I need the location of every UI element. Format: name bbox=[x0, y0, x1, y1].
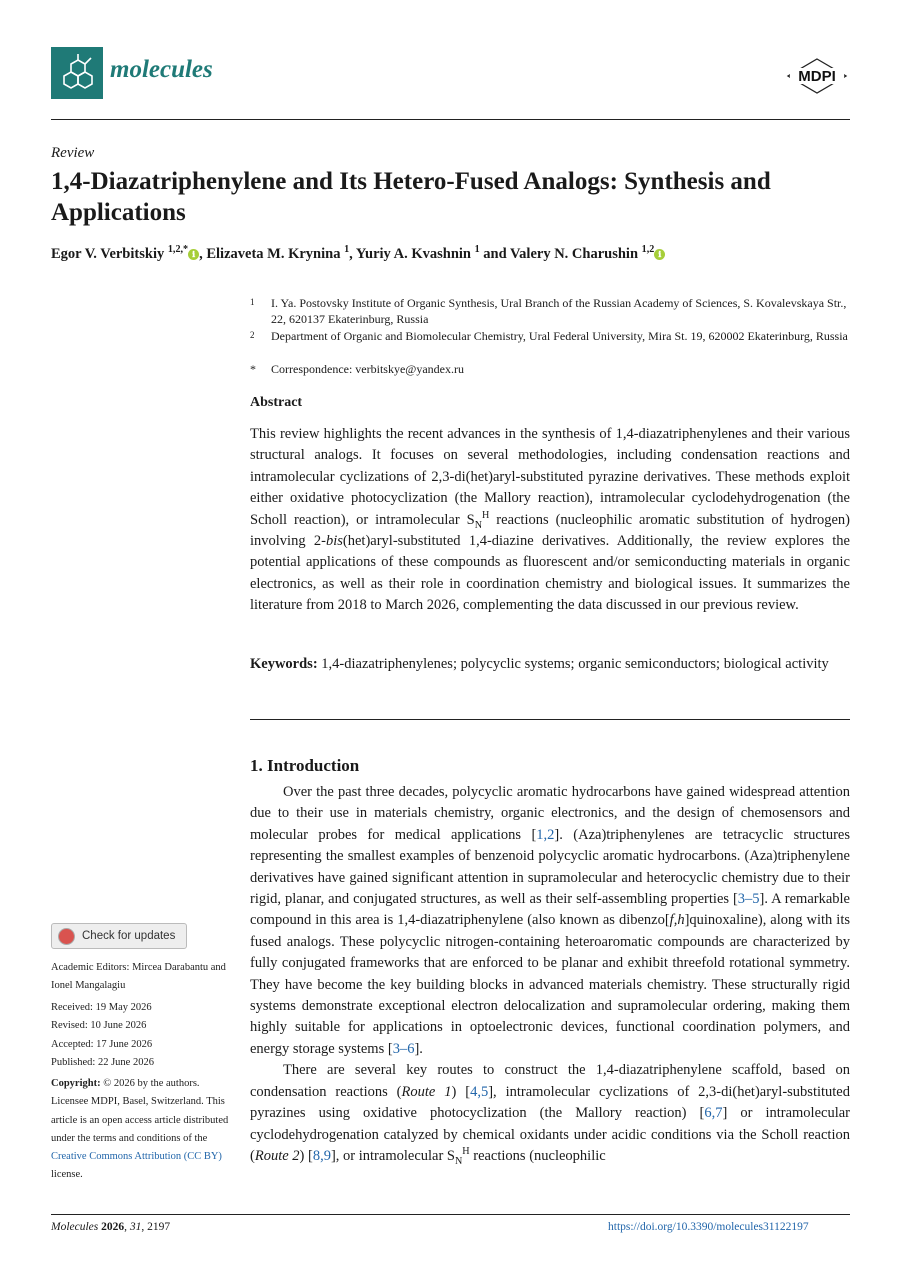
correspondence-mark: * bbox=[250, 362, 256, 376]
abstract-italic: bis bbox=[326, 533, 343, 550]
author-list bbox=[51, 246, 861, 263]
abstract-heading: Abstract bbox=[250, 395, 303, 410]
author-affiliation-mark: 1,2,* bbox=[167, 244, 189, 256]
citation-link[interactable]: 3–6 bbox=[392, 1040, 415, 1057]
text: ]. A remarkable compound in this area is 1,4-diazatriphenylene (also known as dibenzo[ bbox=[250, 891, 850, 929]
author-affiliation-mark: 1 bbox=[344, 244, 350, 256]
keywords-label: Keywords: bbox=[250, 656, 318, 672]
correspondence-text: Correspondence: verbitskye@yandex.ru bbox=[271, 362, 464, 376]
subscript: N bbox=[454, 1155, 463, 1167]
journal-logo bbox=[51, 47, 103, 99]
copyright-text: license. bbox=[51, 1169, 83, 1181]
citation-link[interactable]: 8,9 bbox=[312, 1147, 331, 1164]
publication-dates bbox=[51, 999, 231, 1072]
keywords-text: 1,4-diazatriphenylenes; polycyclic systems; organic semiconductors; biological activity bbox=[321, 656, 829, 672]
text: ) [ bbox=[451, 1083, 471, 1100]
orcid-icon[interactable]: ℹ bbox=[188, 249, 199, 260]
section-divider bbox=[250, 719, 850, 720]
paragraph bbox=[250, 782, 850, 1060]
author-name[interactable]: Valery N. Charushin bbox=[510, 246, 639, 262]
italic-text: f,h bbox=[669, 912, 685, 929]
revised-date: Revised: 10 June 2026 bbox=[51, 1020, 147, 1032]
footer-journal: Molecules bbox=[51, 1221, 99, 1233]
author-separator: , bbox=[349, 246, 356, 262]
affiliation-mark: 2 bbox=[250, 330, 255, 340]
author-affiliation-mark: 1,2 bbox=[641, 244, 655, 256]
superscript: H bbox=[482, 509, 490, 521]
citation-footer: Molecules 2026, 31, 2197 bbox=[51, 1221, 171, 1233]
published-date: Published: 22 June 2026 bbox=[51, 1056, 154, 1068]
text: ) [ bbox=[299, 1147, 313, 1164]
copyright-notice bbox=[51, 1075, 231, 1185]
text: ] or intramolecular cyclodehydrogenation catalyzed by chemical oxidants under acidic conditions via the Scholl reaction ( bbox=[250, 1105, 851, 1164]
editors-names: Mircea Darabantu and Ionel Mangalagiu bbox=[51, 962, 226, 992]
affiliation-1 bbox=[250, 295, 850, 328]
received-date: Received: 19 May 2026 bbox=[51, 1002, 152, 1013]
affiliation-text: I. Ya. Postovsky Institute of Organic Synthesis, Ural Branch of the Russian Academy of Sciences, S. Kovalevskaya Str., 22, 620137 Ekaterinburg, Russia bbox=[271, 296, 847, 327]
article-type: Review bbox=[51, 145, 95, 161]
superscript: H bbox=[462, 1146, 470, 1158]
citation-link[interactable]: 3–5 bbox=[737, 891, 760, 908]
italic-text: Route 1 bbox=[401, 1083, 452, 1100]
footer-divider bbox=[51, 1214, 850, 1215]
check-updates-label: Check for updates bbox=[82, 930, 176, 942]
author-separator: , bbox=[199, 246, 207, 262]
article-title: 1,4-Diazatriphenylene and Its Hetero-Fused Analogs: Synthesis and Applications bbox=[51, 168, 771, 226]
footer-volume: 31 bbox=[129, 1221, 142, 1233]
citation-link[interactable]: 6,7 bbox=[704, 1105, 723, 1122]
doi-link[interactable]: https://doi.org/10.3390/molecules31122197 bbox=[608, 1221, 809, 1233]
text: ]. (Aza)triphenylenes are tetracyclic structures representing the smallest examples of benzenoid polycyclic aromatic hydrocarbons. (Aza)triphenylene derivatives have gained significant attention in supramolecular and heterocyclic chemistry due to their rigid, planar, and conjugated structures, as well as their self-assembling properties [ bbox=[250, 826, 851, 908]
paragraph bbox=[250, 1060, 850, 1167]
section-heading: 1. Introduction bbox=[250, 756, 360, 775]
text: ], or intramolecular S bbox=[330, 1147, 455, 1164]
affiliation-2 bbox=[250, 328, 850, 344]
accepted-date: Accepted: 17 June 2026 bbox=[51, 1038, 153, 1050]
affiliation-mark: 1 bbox=[250, 297, 255, 307]
publisher-name: MDPI bbox=[798, 68, 836, 85]
text: ], intramolecular cyclizations of 2,3-di(het)aryl-substituted pyrazines using oxidative photocyclization (the Mallory reaction) [ bbox=[250, 1083, 850, 1122]
text: There are several key routes to construct the 1,4-diazatriphenylene scaffold, based on condensation reactions ( bbox=[250, 1062, 850, 1100]
footer-article-number: , 2197 bbox=[141, 1221, 171, 1233]
copyright-text: © 2026 by the authors. Licensee MDPI, Basel, Switzerland. This article is an open access article distributed under the terms and conditions of the bbox=[51, 1078, 229, 1144]
author-affiliation-mark: 1 bbox=[474, 244, 480, 256]
author-name[interactable]: Yuriy A. Kvashnin bbox=[355, 246, 471, 262]
author-separator: and bbox=[479, 246, 511, 262]
abstract-text: (het)aryl-substituted 1,4-diazine derivatives. Additionally, the review explores the potential applications of these compounds as fluorescent and/or semiconducting materials in organic electronics, as well as their role in coordination chemistry and biological issues. It summarizes the literature from 2018 to March 2026, complementing the data discussed in our previous review. bbox=[250, 533, 850, 614]
journal-name: molecules bbox=[110, 56, 213, 83]
mdpi-logo-icon bbox=[784, 57, 850, 95]
footer-year: 2026 bbox=[101, 1221, 125, 1233]
citation-link[interactable]: 4,5 bbox=[470, 1083, 489, 1100]
check-for-updates-button[interactable] bbox=[51, 923, 187, 949]
abstract-body bbox=[250, 424, 850, 617]
text: reactions (nucleophilic bbox=[469, 1147, 606, 1164]
text: Over the past three decades, polycyclic aromatic hydrocarbons have gained widespread attention due to their use in materials chemistry, organic electronics, and the design of chemosensors and molecular probes for medical applications [ bbox=[250, 784, 850, 843]
license-link[interactable]: Creative Commons Attribution (CC BY) bbox=[51, 1151, 222, 1163]
text: ]quinoxaline), along with its fused analogs. These polycyclic nitrogen-containing heteroaromatic compounds are characterized by fully conjugated frameworks that are enforced to be planar and exhibit threefold rotational symmetry. They have become the key building blocks in advanced materials chemistry. These structurally rigid systems demonstrate exceptional electron delocalization and supramolecular ordering, making them highly suitable for applications in optoelectronic devices, functional coordination polymers, and energy storage systems [ bbox=[250, 912, 850, 1057]
affiliation-text: Department of Organic and Biomolecular Chemistry, Ural Federal University, Mira St. 19, 620002 Ekaterinburg, Russia bbox=[271, 329, 848, 343]
author-name[interactable]: Egor V. Verbitskiy bbox=[51, 246, 165, 262]
publisher-logo bbox=[784, 57, 850, 95]
abstract-text: reactions (nucleophilic aromatic substitution of hydrogen) involving 2- bbox=[250, 511, 850, 550]
author-name[interactable]: Elizaveta M. Krynina bbox=[206, 246, 341, 262]
check-updates-icon bbox=[58, 928, 75, 945]
text: ]. bbox=[414, 1040, 423, 1057]
editors-label: Academic Editors: bbox=[51, 962, 130, 973]
orcid-icon[interactable]: ℹ bbox=[654, 249, 665, 260]
introduction-body bbox=[250, 782, 850, 1167]
italic-text: Route 2 bbox=[254, 1147, 300, 1164]
copyright-label: Copyright: bbox=[51, 1078, 101, 1089]
abstract-text: This review highlights the recent advances in the synthesis of 1,4-diazatriphenylenes and their various structural analogs. It focuses on several methodologies, including condensation reactions and intramolecular cyclizations of 2,3-di(het)aryl-substituted pyrazine derivatives. These methods exploit either oxidative photocyclization (the Mallory reaction), intramolecular cyclodehydrogenation (the Scholl reaction), or intramolecular S bbox=[250, 426, 850, 528]
keywords bbox=[250, 654, 850, 675]
academic-editors bbox=[51, 959, 231, 996]
citation-link[interactable]: 1,2 bbox=[536, 826, 555, 843]
correspondence bbox=[250, 361, 850, 377]
header-divider bbox=[51, 119, 850, 120]
molecule-icon bbox=[51, 47, 103, 99]
subscript: N bbox=[474, 519, 483, 531]
